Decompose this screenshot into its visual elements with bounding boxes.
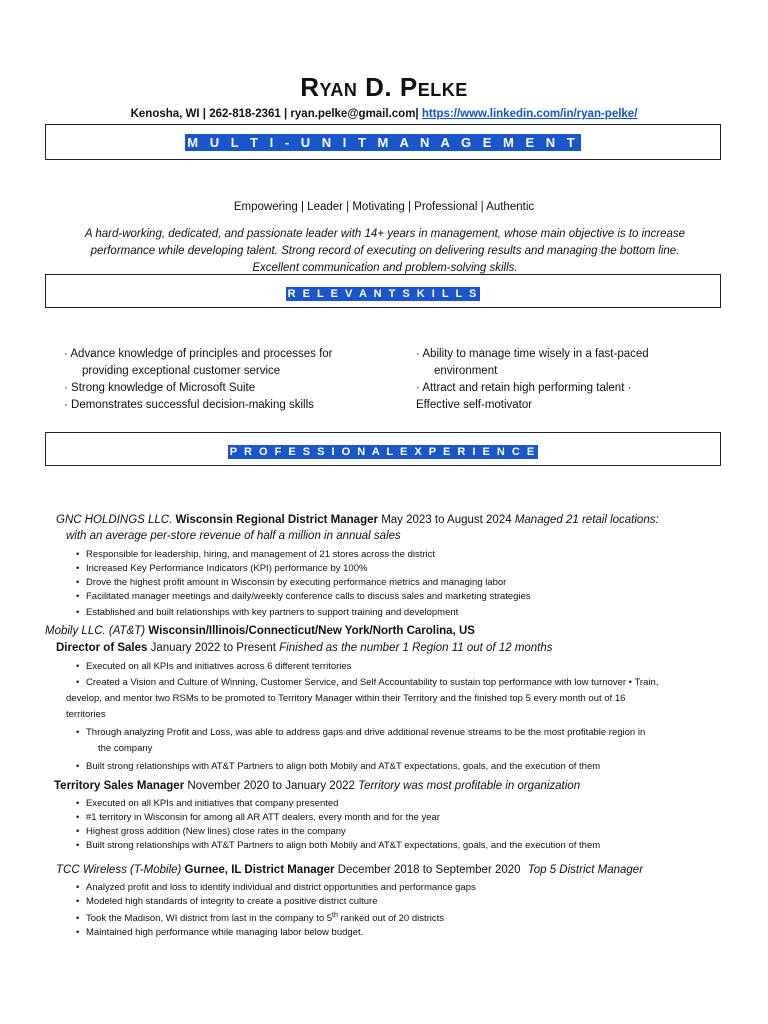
title-section-box xyxy=(45,124,721,160)
skill-item: · Strong knowledge of Microsoft Suite xyxy=(64,382,256,394)
company-name: Mobily LLC. (AT&T) xyxy=(45,625,146,637)
job-note: Territory was most profitable in organization xyxy=(358,780,581,792)
job-territory-bullets xyxy=(76,797,736,853)
contact-line xyxy=(0,108,768,120)
section-title-skills: R E L E V A N T S K I L L S xyxy=(287,288,479,300)
list-item: • Created a Vision and Culture of Winning, Customer Service, and Self Accountability to sustain top performance with low turnover • Train, xyxy=(76,677,659,688)
experience-section-box xyxy=(45,432,721,466)
list-item: • Increased Key Performance Indicators (KPI) performance by 100% xyxy=(76,563,368,574)
job-title: Gurnee, IL District Manager xyxy=(184,864,335,876)
job-mobily-title xyxy=(56,642,746,654)
job-mobily-bullets xyxy=(66,660,724,774)
list-item: • Responsible for leadership, hiring, and management of 21 stores across the district xyxy=(76,549,436,560)
list-item: • Executed on all KPIs and initiatives that company presented xyxy=(76,798,339,809)
skills-right-column xyxy=(416,346,726,414)
list-item: • Executed on all KPIs and initiatives across 6 different territories xyxy=(76,661,352,672)
summary-line: performance while developing talent. Strong record of executing on delivering results and managing the bottom line. xyxy=(90,245,680,257)
list-item-continuation: territories xyxy=(66,709,106,720)
list-item: • Highest gross addition (New lines) close rates in the company xyxy=(76,826,346,837)
section-title-experience: P R O F E S S I O N A L E X P E R I E N C E xyxy=(229,446,537,458)
job-note: Managed 21 retail locations: xyxy=(514,514,659,526)
job-note: Top 5 District Manager xyxy=(527,864,644,876)
traits-line: Empowering | Leader | Motivating | Professional | Authentic xyxy=(233,201,535,213)
job-tcc-header xyxy=(56,864,746,876)
skills-left-column xyxy=(64,346,404,414)
list-item: • Built strong relationships with AT&T Partners to align both Mobily and AT&T expectations, goals, and the execution of them xyxy=(76,840,601,851)
job-tcc-bullets xyxy=(76,881,736,940)
list-item: • Built strong relationships with AT&T Partners to align both Mobily and AT&T expectations, goals, and the execution of them xyxy=(76,761,601,772)
contact-info: Kenosha, WI | 262-818-2361 | ryan.pelke@gmail.com| xyxy=(130,108,419,120)
list-item-continuation: develop, and mentor two RSMs to be promoted to Territory Manager within their Territory and the finished top 5 every month out of 16 xyxy=(66,693,626,704)
list-item: • Took the Madison, WI district from last in the company to 5th ranked out of 20 districts xyxy=(76,912,445,925)
job-title: Wisconsin Regional District Manager xyxy=(175,514,378,526)
list-item: • Facilitated manager meetings and daily/weekly conference calls to discuss sales and marketing strategies xyxy=(76,591,531,602)
job-note: Finished as the number 1 Region 11 out of 12 months xyxy=(279,642,553,654)
job-dates: December 2018 to September 2020 xyxy=(337,864,521,876)
job-region: Wisconsin/Illinois/Connecticut/New York/North Carolina, US xyxy=(148,625,475,637)
skill-item: · Advance knowledge of principles and processes for xyxy=(64,348,333,360)
list-item: • #1 territory in Wisconsin for among all AR ATT dealers, every month and for the year xyxy=(76,812,440,823)
job-dates: November 2020 to January 2022 xyxy=(187,780,355,792)
job-mobily-header xyxy=(45,625,735,637)
job-gnc-note: with an average per-store revenue of half a million in annual sales xyxy=(66,530,401,542)
company-name: TCC Wireless (T-Mobile) xyxy=(56,864,182,876)
summary-line: Excellent communication and problem-solving skills. xyxy=(252,262,518,274)
list-item: • Analyzed profit and loss to identify individual and district opportunities and performance gaps xyxy=(76,882,476,893)
summary-line: A hard-working, dedicated, and passionate leader with 14+ years in management, whose main objective is to increase xyxy=(84,228,686,240)
candidate-name: Ryan D. Pelke xyxy=(300,72,468,102)
skill-item: · Demonstrates successful decision-making skills xyxy=(64,399,314,411)
job-territory-header xyxy=(54,780,744,792)
job-title: Director of Sales xyxy=(56,642,148,654)
section-title-multi-unit: M U L T I - U N I T M A N A G E M E N T xyxy=(187,135,579,150)
job-dates: May 2023 to August 2024 xyxy=(381,514,512,526)
skills-section-box xyxy=(45,274,721,308)
list-item-continuation: the company xyxy=(98,743,153,754)
job-gnc-bullets xyxy=(76,548,736,620)
company-name: GNC HOLDINGS LLC. xyxy=(56,514,173,526)
skill-item: environment xyxy=(434,365,498,377)
job-dates: January 2022 to Present xyxy=(150,642,276,654)
list-item: • Established and built relationships with key partners to support training and development xyxy=(76,607,459,618)
skill-item: · Attract and retain high performing talent · xyxy=(416,382,632,394)
job-title: Territory Sales Manager xyxy=(54,780,185,792)
skill-item: Effective self-motivator xyxy=(416,399,533,411)
list-item: • Drove the highest profit amount in Wisconsin by executing performance metrics and managing labor xyxy=(76,577,507,588)
job-gnc-header xyxy=(56,514,726,526)
linkedin-link[interactable]: https://www.linkedin.com/in/ryan-pelke/ xyxy=(421,108,638,120)
list-item: • Through analyzing Profit and Loss, was able to address gaps and drive additional revenue streams to be the most profitable region in xyxy=(76,727,646,738)
skill-item: providing exceptional customer service xyxy=(82,365,281,377)
skill-item: · Ability to manage time wisely in a fast-paced xyxy=(416,348,649,360)
list-item: • Modeled high standards of integrity to create a positive district culture xyxy=(76,896,378,907)
summary xyxy=(40,226,730,277)
list-item: • Maintained high performance while managing labor below budget. xyxy=(76,927,364,939)
